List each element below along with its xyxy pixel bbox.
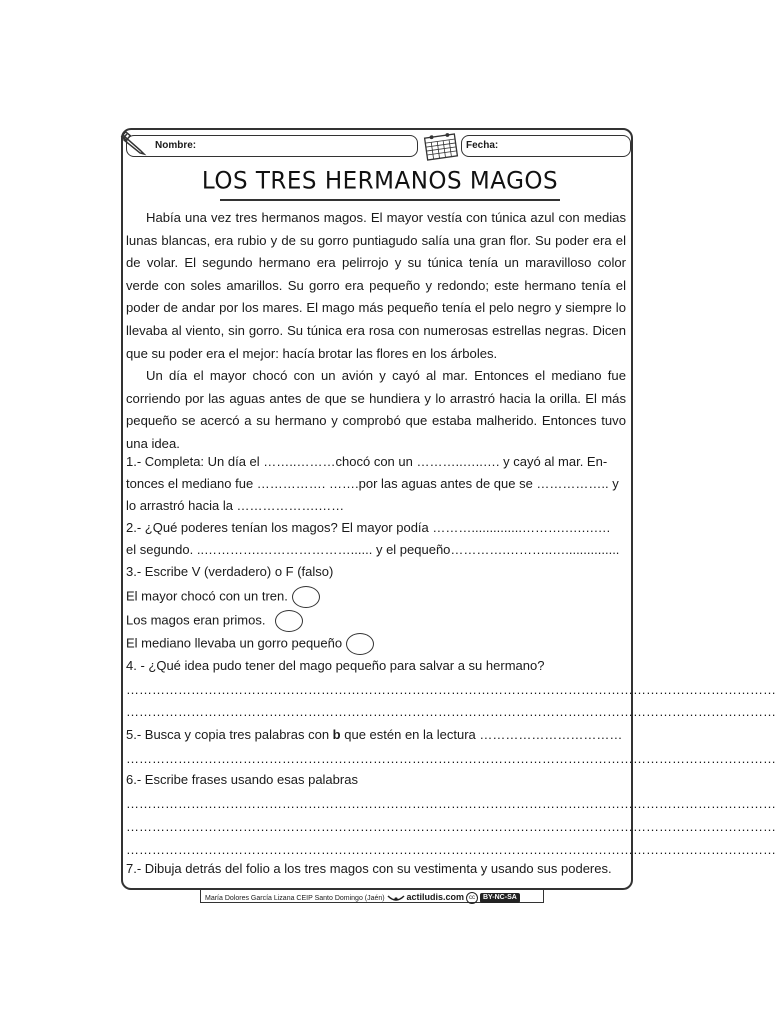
footer-site: actiludis.com <box>406 892 465 902</box>
true-false-statement: El mayor chocó con un tren. <box>126 588 288 604</box>
question-2-line-1: 2.- ¿Qué poderes tenían los magos? El mayor podía ………..............……….….….… <box>126 520 611 535</box>
paragraph: Un día el mayor chocó con un avión y cayó al mar. Entonces el mediano fue corriendo por las aguas antes de que se hundiera y lo arrastró hacia la orilla. El más pequeño se acercó a su hermano y comprobó que estaba malherido. Entonces tuvo una idea. <box>126 368 626 451</box>
question-3-title: 3.- Escribe V (verdadero) o F (falso) <box>126 564 334 579</box>
reading-text <box>126 207 626 456</box>
calendar-icon <box>423 131 459 161</box>
license-badge: BY-NC-SA <box>480 893 520 903</box>
title-underline <box>220 199 560 201</box>
answer-circle[interactable] <box>275 610 303 632</box>
paragraph: Había una vez tres hermanos magos. El mayor vestía con túnica azul con medias lunas blancas, era rubio y de su gorro puntiagudo salía una gran flor. Su poder era el de volar. El segundo hermano era pelirrojo y su túnica tenía un maravilloso color verde con soles amarillos. Su gorro era pequeño y redondo; este hermano tenía el poder de andar por los mares. El mago más pequeño tenía el pelo negro y siempre lo llevaba al viento, sin gorro. Su túnica era rosa con numerosas estrellas negras. Dicen que su poder era el mejor: hacía brotar las flores en los árboles. <box>126 210 626 361</box>
true-false-item <box>126 610 624 632</box>
answer-dots[interactable]: …………………………………………………………………………………………………………………………………… <box>126 751 776 766</box>
question-7: 7.- Dibuja detrás del folio a los tres magos con su vestimenta y usando sus poderes. <box>126 861 612 876</box>
answer-circle[interactable] <box>346 633 374 655</box>
footer-credits <box>200 889 544 903</box>
question-5-letter: b <box>332 727 341 742</box>
question-1-line-1: 1.- Completa: Un día el ……..………chocó con un ………..…..…. y cayó al mar. En- <box>126 454 608 469</box>
true-false-statement: El mediano llevaba un gorro pequeño <box>126 635 343 651</box>
footer-author: María Dolores García Lizana CEIP Santo Domingo (Jaén) <box>205 895 385 902</box>
answer-dots[interactable]: …………………………………………………………………………………………………………………………………… <box>126 819 776 834</box>
page-title: LOS TRES HERMANOS MAGOS <box>201 167 559 195</box>
answer-circle[interactable] <box>292 586 320 608</box>
question-1-line-3: lo arrastró hacia la ……………….…… <box>126 498 345 513</box>
name-label: Nombre: <box>155 140 197 151</box>
question-5-text: 5.- Busca y copia tres palabras con <box>126 727 333 742</box>
answer-dots[interactable]: …………………………………………………………………………………………………………………………………… <box>126 796 776 811</box>
answer-dots[interactable]: …………………………………………………………………………………………………………………………………… <box>126 704 776 719</box>
answer-dots[interactable]: …………………………………………………………………………………………………………………………………… <box>126 682 776 697</box>
question-5 <box>126 727 624 742</box>
question-4: 4. - ¿Qué idea pudo tener del mago pequeño para salvar a su hermano? <box>126 658 545 673</box>
cc-license-icon: cc <box>466 892 478 904</box>
question-6: 6.- Escribe frases usando esas palabras <box>126 772 358 787</box>
question-1-line-2: tonces el mediano fue ……………. …….por las aguas antes de que se …………….. y <box>126 476 619 491</box>
date-label: Fecha: <box>466 140 499 151</box>
true-false-item <box>126 633 624 655</box>
actiludis-logo-icon <box>387 893 405 903</box>
question-5-text-end: que estén en la lectura …………………………… <box>340 727 623 742</box>
true-false-item <box>126 586 624 608</box>
true-false-statement: Los magos eran primos. <box>126 612 266 628</box>
answer-dots[interactable]: …………………………………………………………………………………………………………………………………… <box>126 842 776 857</box>
date-field[interactable] <box>461 135 631 157</box>
question-2-line-2: el segundo. ..………….…………………...... y el pequeño………….………..…............... <box>126 542 620 557</box>
name-field[interactable] <box>126 135 418 157</box>
